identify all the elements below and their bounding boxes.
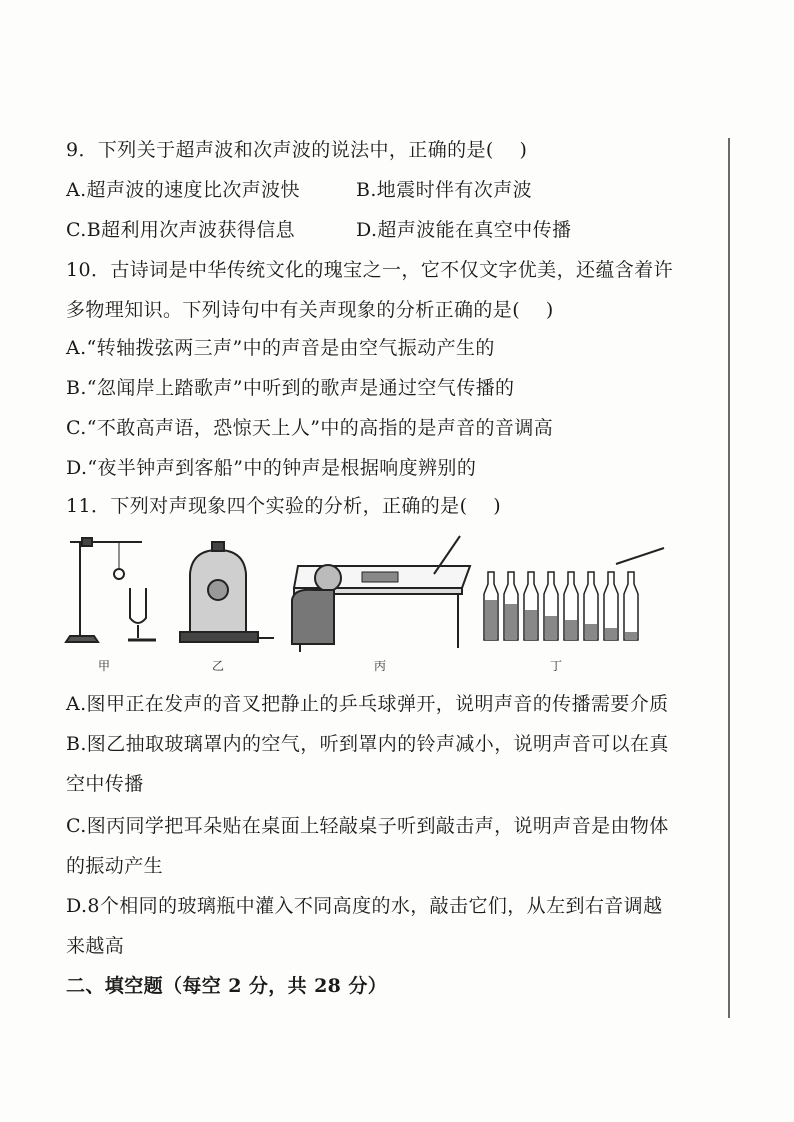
figure-yi-bell-jar bbox=[180, 542, 274, 642]
caption-jia: 甲 bbox=[98, 659, 111, 673]
q10-stem-line2: 多物理知识。下列诗句中有关声现象的分析正确的是( ) bbox=[66, 299, 554, 321]
bottle-6 bbox=[584, 572, 598, 640]
q11-option-d-line2: 来越高 bbox=[66, 935, 125, 957]
caption-bing: 丙 bbox=[374, 659, 387, 673]
bottle-2 bbox=[504, 572, 518, 640]
caption-ding: 丁 bbox=[550, 659, 563, 673]
q10-option-b: B.“忽闻岸上踏歌声”中听到的歌声是通过空气传播的 bbox=[66, 377, 515, 399]
bottle-7 bbox=[604, 572, 618, 640]
bottle-4 bbox=[544, 572, 558, 640]
q9-option-b: B.地震时伴有次声波 bbox=[356, 179, 533, 201]
q9-option-c: C.B超利用次声波获得信息 bbox=[66, 219, 296, 241]
q10-option-a: A.“转轴拨弦两三声”中的声音是由空气振动产生的 bbox=[66, 337, 495, 359]
q11-stem: 11．下列对声现象四个实验的分析，正确的是( ) bbox=[66, 495, 502, 517]
q9-stem: 9．下列关于超声波和次声波的说法中，正确的是( ) bbox=[66, 139, 528, 161]
caption-yi: 乙 bbox=[212, 659, 225, 673]
q10-option-c: C.“不敢高声语，恐惊天上人”中的高指的是声音的音调高 bbox=[66, 417, 554, 439]
q11-option-d-line1: D.8个相同的玻璃瓶中灌入不同高度的水，敲击它们，从左到右音调越 bbox=[66, 895, 663, 917]
figure-jia-tuning-fork bbox=[66, 538, 156, 642]
q11-option-c-line2: 的振动产生 bbox=[66, 855, 164, 877]
q9-options-row2 bbox=[66, 218, 706, 242]
q10-stem-line1: 10．古诗词是中华传统文化的瑰宝之一，它不仅文字优美，还蕴含着许 bbox=[66, 259, 673, 281]
q9-option-a: A.超声波的速度比次声波快 bbox=[66, 179, 300, 201]
bottle-3 bbox=[524, 572, 538, 640]
bottle-1 bbox=[484, 572, 498, 640]
q11-option-c-line1: C.图丙同学把耳朵贴在桌面上轻敲桌子听到敲击声，说明声音是由物体 bbox=[66, 815, 669, 837]
q10-option-d: D.“夜半钟声到客船”中的钟声是根据响度辨别的 bbox=[66, 457, 477, 479]
section-2-title: 二、填空题（每空 2 分，共 28 分） bbox=[66, 975, 388, 997]
q11-option-b-line2: 空中传播 bbox=[66, 773, 144, 795]
striking-rod bbox=[616, 548, 664, 564]
q11-option-b-line1: B.图乙抽取玻璃罩内的空气，听到罩内的铃声减小，说明声音可以在真 bbox=[66, 733, 669, 755]
figure-ding-bottles bbox=[484, 548, 664, 640]
q11-option-a: A.图甲正在发声的音叉把静止的乒乓球弹开，说明声音的传播需要介质 bbox=[66, 693, 669, 715]
q11-experiment-figures bbox=[64, 528, 684, 678]
bottle-5 bbox=[564, 572, 578, 640]
figure-bing-ear-on-desk bbox=[292, 536, 470, 652]
page-margin-line bbox=[728, 138, 730, 1018]
bottle-8 bbox=[624, 572, 638, 640]
q9-option-d: D.超声波能在真空中传播 bbox=[356, 219, 572, 241]
q9-options-row1 bbox=[66, 178, 706, 202]
